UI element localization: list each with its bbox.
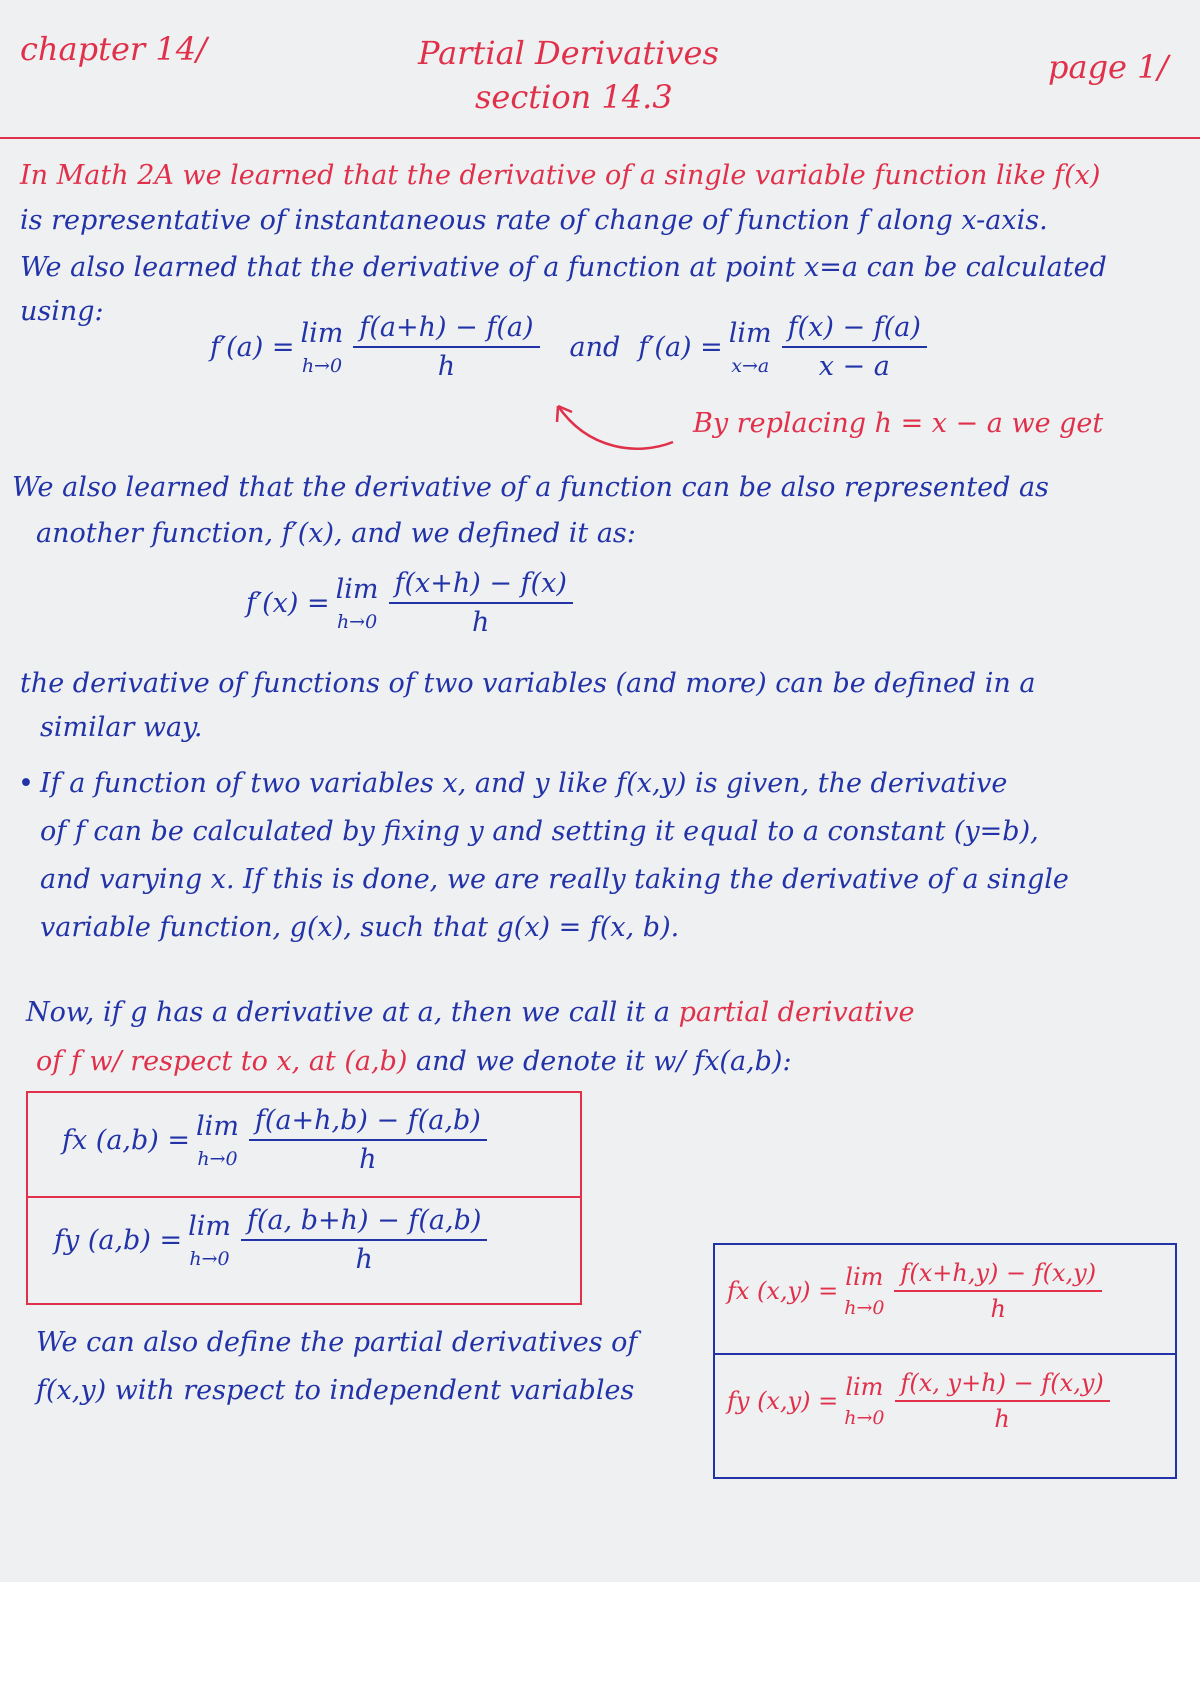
box-divider-right	[715, 1353, 1175, 1355]
eq1-limit	[301, 318, 344, 377]
eq1-limit-2	[729, 318, 772, 377]
box-divider	[28, 1196, 580, 1198]
eq1-numerator: f(a+h) − f(a)	[353, 312, 539, 348]
eq1-fraction-2	[782, 312, 927, 382]
para3-line-2: similar way.	[40, 712, 203, 743]
fy-fn-lhs: fy (x,y) =	[727, 1387, 839, 1415]
eq2-lim-text: lim	[335, 573, 379, 605]
para2-line-2: another function, f′(x), and we defined it as:	[36, 518, 636, 549]
para6-line-1: We can also define the partial derivatives of	[36, 1327, 638, 1358]
para2-line-1: We also learned that the derivative of a function can be also represented as	[12, 472, 1049, 503]
para4-line-3: and varying x. If this is done, we are really taking the derivative of a single	[40, 864, 1069, 895]
fx-fraction	[249, 1105, 487, 1175]
intro-line-4: using:	[20, 296, 104, 327]
fy-fn-lim-text: lim	[845, 1373, 884, 1401]
fx-fn-lim-text: lim	[845, 1263, 884, 1291]
page-number: page 1/	[1048, 48, 1169, 86]
intro-line-1: In Math 2A we learned that the derivative of a single variable function like f(x)	[20, 160, 1101, 191]
eq1-lhs: f′(a) =	[210, 331, 295, 363]
fx-function-formula	[727, 1259, 1102, 1323]
eq1-lim-sub-2: x→a	[731, 354, 770, 377]
eq1-numerator-2: f(x) − f(a)	[782, 312, 927, 348]
eq1-and: and	[569, 331, 621, 363]
fy-limit	[188, 1211, 231, 1270]
eq2-lim-sub: h→0	[336, 610, 378, 633]
bullet-marker: •	[18, 768, 34, 799]
header-divider	[0, 137, 1200, 139]
para5-line-2	[36, 1044, 792, 1080]
para3-line-1: the derivative of functions of two variables (and more) can be defined in a	[20, 668, 1036, 699]
fy-fn-numerator: f(x, y+h) − f(x,y)	[895, 1369, 1110, 1402]
eq1-lhs-2: f′(a) =	[638, 331, 723, 363]
partial-derivative-function-box	[713, 1243, 1177, 1479]
section-label: section 14.3	[475, 78, 673, 116]
para5-line-2-text: of f w/ respect to x, at (a,b)	[36, 1046, 408, 1077]
fx-fn-limit	[844, 1263, 884, 1319]
eq1-fraction	[353, 312, 539, 382]
fy-numerator: f(a, b+h) − f(a,b)	[241, 1205, 487, 1241]
eq1-lim-sub: h→0	[301, 354, 343, 377]
eq2-lhs: f′(x) =	[246, 587, 330, 619]
fx-fn-denominator: h	[990, 1295, 1007, 1323]
intro-line-2: is representative of instantaneous rate of change of function f along x-axis.	[20, 205, 1048, 236]
eq1-lim-text: lim	[300, 317, 344, 349]
fy-lim-sub: h→0	[189, 1247, 230, 1270]
curved-arrow-icon	[548, 398, 688, 454]
fy-lhs: fy (a,b) =	[54, 1224, 183, 1256]
para5-line-1	[26, 995, 915, 1031]
fy-fraction	[241, 1205, 487, 1275]
eq2-fraction	[389, 568, 573, 638]
eq2-denominator: h	[472, 607, 490, 638]
fy-fn-lim-sub: h→0	[844, 1407, 885, 1429]
eq2-numerator: f(x+h) − f(x)	[389, 568, 573, 604]
derivative-function-formula	[246, 568, 573, 638]
fy-function-formula	[727, 1369, 1110, 1433]
partial-derivative-at-point-box	[26, 1091, 582, 1305]
para4-line-4: variable function, g(x), such that g(x) = f(x, b).	[40, 912, 680, 943]
eq1-denominator-2: x − a	[818, 351, 890, 382]
fx-numerator: f(a+h,b) − f(a,b)	[249, 1105, 487, 1141]
para4-line-1: If a function of two variables x, and y like f(x,y) is given, the derivative	[40, 768, 1008, 799]
eq2-limit	[336, 574, 379, 633]
page-title: Partial Derivatives	[418, 34, 719, 72]
fx-fn-fraction	[894, 1259, 1102, 1323]
fx-limit	[196, 1111, 239, 1170]
partial-derivative-term: partial derivative	[678, 997, 915, 1028]
fx-at-point-formula	[62, 1105, 487, 1175]
fy-denominator: h	[355, 1244, 373, 1275]
intro-line-3: We also learned that the derivative of a function at point x=a can be calculated	[20, 252, 1107, 283]
fy-fn-fraction	[895, 1369, 1110, 1433]
fx-lhs: fx (a,b) =	[62, 1124, 191, 1156]
para5-line-2-denote: and we denote it w/ fx(a,b):	[416, 1046, 792, 1077]
fx-fn-numerator: f(x+h,y) − f(x,y)	[894, 1259, 1102, 1292]
fx-lim-text: lim	[196, 1110, 239, 1142]
eq1-denominator: h	[437, 351, 456, 382]
fx-fn-lim-sub: h→0	[844, 1297, 885, 1319]
fy-lim-text: lim	[188, 1210, 231, 1242]
substitution-note: By replacing h = x − a we get	[693, 408, 1104, 439]
fy-fn-limit	[844, 1373, 884, 1429]
fy-at-point-formula	[54, 1205, 487, 1275]
para4-line-2: of f can be calculated by fixing y and setting it equal to a constant (y=b),	[40, 816, 1039, 847]
chapter-label: chapter 14/	[20, 30, 207, 68]
para5-line-1-text: Now, if g has a derivative at a, then we call it a	[26, 997, 670, 1028]
para6-line-2: f(x,y) with respect to independent variables	[36, 1375, 635, 1406]
fx-fn-lhs: fx (x,y) =	[727, 1277, 839, 1305]
fy-fn-denominator: h	[994, 1405, 1010, 1433]
fx-denominator: h	[359, 1144, 377, 1175]
eq1-lim-text-2: lim	[728, 317, 772, 349]
fx-lim-sub: h→0	[197, 1147, 238, 1170]
derivative-at-point-formula	[210, 312, 927, 382]
